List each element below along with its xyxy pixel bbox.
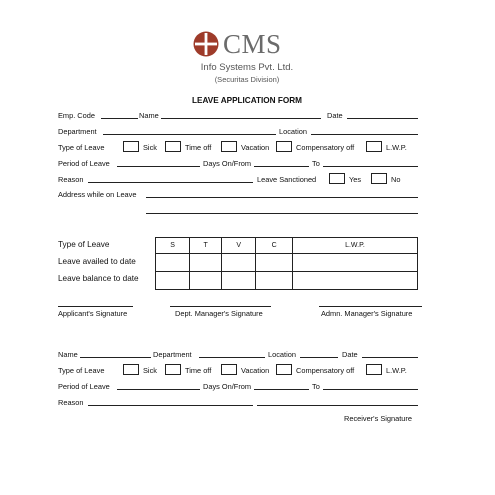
receipt-days-on-from-field[interactable] xyxy=(254,389,309,390)
days-on-from-field[interactable] xyxy=(254,166,309,167)
column-header-c: C xyxy=(256,238,293,254)
division-name: (Securitas Division) xyxy=(214,75,280,84)
time-off-label: Time off xyxy=(185,143,212,152)
yes-checkbox[interactable] xyxy=(329,173,345,184)
receipt-lwp-checkbox[interactable] xyxy=(366,364,382,375)
company-name: Info Systems Pvt. Ltd. xyxy=(200,62,294,73)
receipt-type-of-leave-label: Type of Leave xyxy=(58,366,105,375)
cms-logo-icon xyxy=(192,30,220,58)
admn-manager-signature-line[interactable] xyxy=(319,306,422,307)
sick-checkbox[interactable] xyxy=(123,141,139,152)
applicant-signature-label: Applicant's Signature xyxy=(58,309,128,318)
address-label: Address while on Leave xyxy=(58,190,137,199)
table-row xyxy=(156,272,418,290)
table-cell[interactable] xyxy=(256,254,293,272)
lwp-label: L.W.P. xyxy=(386,143,407,152)
vacation-label: Vacation xyxy=(241,143,270,152)
address-field-line-2[interactable] xyxy=(146,213,418,214)
receipt-time-off-label: Time off xyxy=(185,366,212,375)
receipt-to-field[interactable] xyxy=(323,389,418,390)
to-field[interactable] xyxy=(323,166,418,167)
table-header-row xyxy=(156,238,418,254)
lwp-checkbox[interactable] xyxy=(366,141,382,152)
days-on-from-label: Days On/From xyxy=(203,159,252,168)
receipt-reason-field-1[interactable] xyxy=(88,405,253,406)
name-field[interactable] xyxy=(161,118,321,119)
table-cell[interactable] xyxy=(156,272,190,290)
receipt-department-field[interactable] xyxy=(199,357,265,358)
emp-code-field[interactable] xyxy=(101,118,138,119)
department-label: Department xyxy=(58,127,97,136)
dept-manager-signature-line[interactable] xyxy=(170,306,271,307)
date-label: Date xyxy=(327,111,343,120)
receipt-to-label: To xyxy=(312,382,320,391)
receipt-department-label: Department xyxy=(153,350,192,359)
time-off-checkbox[interactable] xyxy=(165,141,181,152)
receipt-compensatory-off-checkbox[interactable] xyxy=(276,364,292,375)
table-row-label-availed: Leave availed to date xyxy=(58,257,136,266)
leave-balance-table xyxy=(155,237,418,290)
table-cell[interactable] xyxy=(222,272,256,290)
table-row-label-balance: Leave balance to date xyxy=(58,274,139,283)
table-cell[interactable] xyxy=(292,254,417,272)
address-field-line-1[interactable] xyxy=(146,197,418,198)
no-checkbox[interactable] xyxy=(371,173,387,184)
receipt-vacation-label: Vacation xyxy=(241,366,270,375)
table-cell[interactable] xyxy=(256,272,293,290)
receipt-period-of-leave-field[interactable] xyxy=(117,389,200,390)
table-cell[interactable] xyxy=(190,254,222,272)
receipt-vacation-checkbox[interactable] xyxy=(221,364,237,375)
company-logo xyxy=(192,30,302,58)
table-cell[interactable] xyxy=(190,272,222,290)
emp-code-label: Emp. Code xyxy=(58,111,95,120)
location-label: Location xyxy=(279,127,307,136)
period-of-leave-field[interactable] xyxy=(117,166,200,167)
table-cell[interactable] xyxy=(222,254,256,272)
receipt-lwp-label: L.W.P. xyxy=(386,366,407,375)
table-cell[interactable] xyxy=(156,254,190,272)
reason-field[interactable] xyxy=(88,182,253,183)
receipt-compensatory-off-label: Compensatory off xyxy=(296,366,355,375)
no-label: No xyxy=(391,175,401,184)
column-header-t: T xyxy=(190,238,222,254)
type-of-leave-label: Type of Leave xyxy=(58,143,105,152)
table-row-label-type: Type of Leave xyxy=(58,240,110,249)
receipt-name-field[interactable] xyxy=(80,357,151,358)
dept-manager-signature-label: Dept. Manager's Signature xyxy=(175,309,263,318)
leave-sanctioned-label: Leave Sanctioned xyxy=(257,175,317,184)
receipt-period-of-leave-label: Period of Leave xyxy=(58,382,110,391)
receiver-signature-label: Receiver's Signature xyxy=(344,414,412,423)
yes-label: Yes xyxy=(349,175,362,184)
period-of-leave-label: Period of Leave xyxy=(58,159,110,168)
form-title: LEAVE APPLICATION FORM xyxy=(192,96,302,105)
to-label: To xyxy=(312,159,320,168)
receipt-location-label: Location xyxy=(268,350,296,359)
sick-label: Sick xyxy=(143,143,157,152)
reason-label: Reason xyxy=(58,175,84,184)
receipt-sick-checkbox[interactable] xyxy=(123,364,139,375)
receipt-location-field[interactable] xyxy=(300,357,338,358)
receipt-date-label: Date xyxy=(342,350,358,359)
receipt-reason-label: Reason xyxy=(58,398,84,407)
column-header-v: V xyxy=(222,238,256,254)
name-label: Name xyxy=(139,111,159,120)
admn-manager-signature-label: Admn. Manager's Signature xyxy=(321,309,413,318)
location-field[interactable] xyxy=(311,134,418,135)
receipt-days-on-from-label: Days On/From xyxy=(203,382,252,391)
receipt-sick-label: Sick xyxy=(143,366,157,375)
applicant-signature-line[interactable] xyxy=(58,306,133,307)
column-header-s: S xyxy=(156,238,190,254)
column-header-lwp: L.W.P. xyxy=(292,238,417,254)
vacation-checkbox[interactable] xyxy=(221,141,237,152)
logo-text: CMS xyxy=(223,29,282,59)
receipt-name-label: Name xyxy=(58,350,78,359)
compensatory-off-label: Compensatory off xyxy=(296,143,355,152)
date-field[interactable] xyxy=(347,118,418,119)
receipt-reason-field-2[interactable] xyxy=(257,405,418,406)
department-field[interactable] xyxy=(103,134,276,135)
receipt-time-off-checkbox[interactable] xyxy=(165,364,181,375)
table-cell[interactable] xyxy=(292,272,417,290)
compensatory-off-checkbox[interactable] xyxy=(276,141,292,152)
table-row xyxy=(156,254,418,272)
receipt-date-field[interactable] xyxy=(362,357,418,358)
